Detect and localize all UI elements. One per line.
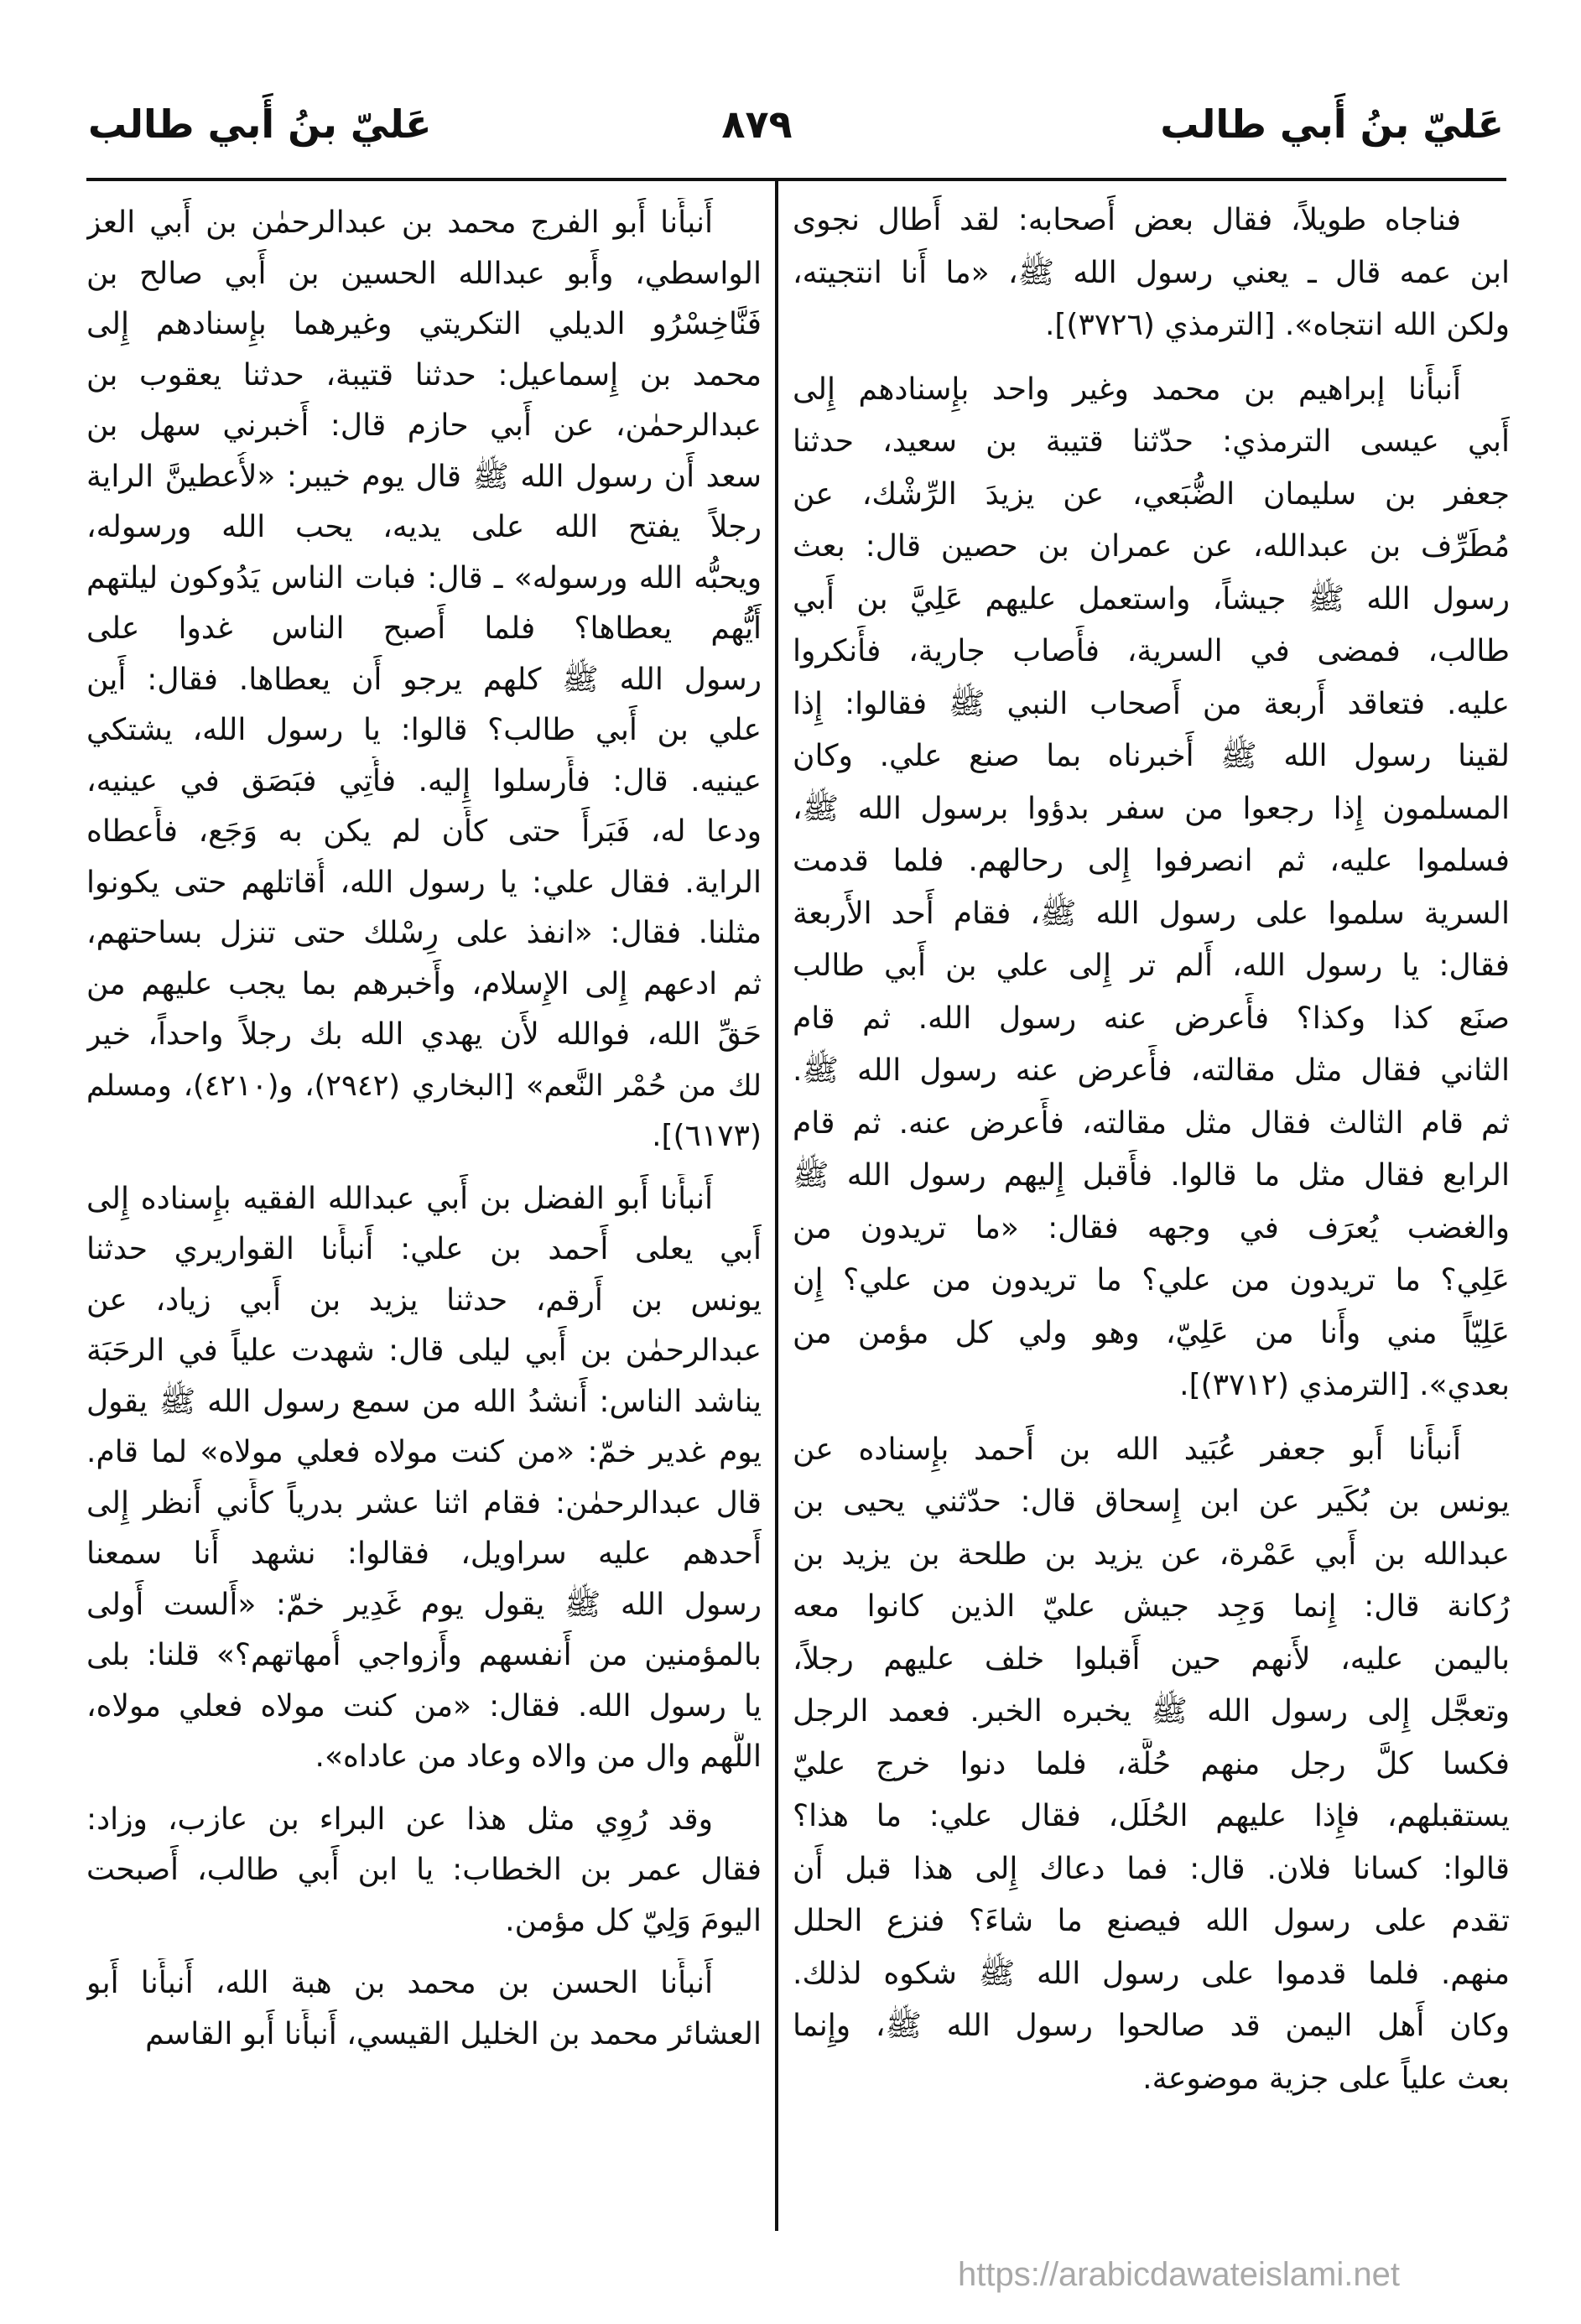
text-line: العشائر محمد بن الخليل القيسي، أَنبأَنا أَبو القاسم: [145, 2016, 762, 2051]
text-line: عبدالرحمٰن، عن أَبي حازم قال: أَخبرني سهل بن: [86, 408, 762, 443]
text-line: عليه. فتعاقد أَربعة من أَصحاب النبي ﷺ فقالوا: إِذا: [793, 686, 1510, 721]
text-line: يا رسول الله. فقال: «من كنت مولاه فعلي مولاه،: [86, 1688, 762, 1724]
text-line: وتعجَّل إِلى رسول الله ﷺ يخبره الخبر. فعمد الرجل: [793, 1694, 1510, 1729]
page-number: ٨٧٩: [721, 101, 793, 147]
text-line: يستقبلهم، فإِذا عليهم الحُلَل، فقال علي: ما هذا؟: [793, 1799, 1510, 1833]
text-line: فكسا كلَّ رجل منهم حُلَّة، فلما دنوا خرج عليّ: [793, 1746, 1510, 1781]
text-line: أَنبأَنا إبراهيم بن محمد وغير واحد بإِسنادهم إِلى: [793, 372, 1461, 407]
text-line: لقينا رسول الله ﷺ أَخبرناه بما صنع علي. وكان: [793, 739, 1510, 773]
text-line: أَبي عيسى الترمذي: حدّثنا قتيبة بن سعيد، حدثنا: [793, 424, 1510, 459]
text-line: أَبي يعلى أَحمد بن علي: أَنبأَنا القواريري حدثنا: [86, 1232, 762, 1266]
text-line: ولكن الله انتجاه». [الترمذي (٣٧٢٦)].: [1044, 308, 1510, 342]
text-line: رسول الله ﷺ يقول يوم غَدِير خمّ: «أَلست أَولى: [86, 1587, 762, 1622]
text-line: والغضب يُعرَف في وجهه فقال: «ما تريدون من: [793, 1210, 1510, 1245]
text-line: صنَع كذا وكذا؟ فأَعرض عنه رسول الله. ثم قام: [793, 1001, 1510, 1036]
text-line: ثم ادعهم إِلى الإِسلام، وأَخبرهم بما يجب عليهم من: [86, 966, 762, 1001]
text-line: عبدالرحمٰن بن أَبي ليلى قال: شهدت علياً في الرحَبَة: [86, 1334, 762, 1368]
text-line: الواسطي، وأَبو عبدالله الحسين بن أَبي صالح بن: [86, 256, 762, 291]
paragraph: [86, 1958, 762, 2060]
text-line: عَلِيّاً مني وأَنا من عَلِيّ، وهو ولي كل مؤمن من: [793, 1315, 1510, 1350]
paragraph: [86, 1174, 762, 1783]
text-line: أَنبأَنا أَبو جعفر عُبَيد الله بن أَحمد بإِسناده عن: [793, 1432, 1461, 1467]
text-line: محمد بن إِسماعيل: حدثنا قتيبة، حدثنا يعقوب بن: [86, 357, 762, 393]
paragraph: [793, 364, 1510, 1412]
right-column: [793, 195, 1510, 2117]
text-line: يناشد الناس: أَنشدُ الله من سمع رسول الله ﷺ يقول: [86, 1384, 762, 1419]
text-line: فناجاه طويلاً، فقال بعض أَصحابه: لقد أَطال نجوى: [793, 203, 1461, 237]
text-line: المسلمون إِذا رجعوا من سفر بدؤوا برسول الله ﷺ،: [793, 791, 1510, 826]
text-line: رسول الله ﷺ جيشاً، واستعمل عليهم عَلِيَّ بن أَبي: [793, 581, 1510, 616]
text-line: قالوا: كسانا فلان. قال: فما دعاك إِلى هذا قبل أَن: [793, 1851, 1510, 1886]
text-line: وكان أَهل اليمن قد صالحوا رسول الله ﷺ، وإِنما: [793, 2009, 1510, 2043]
text-line: فَنَّاخِسْرُو الديلي التكريتي وغيرهما بإِسنادهم إِلى: [86, 307, 762, 341]
running-title-left: عَليّ بنُ أَبي طالب: [88, 101, 432, 147]
paragraph: [793, 195, 1510, 352]
text-line: يونس بن بُكَير عن ابن إِسحاق قال: حدّثني يحيى بن: [793, 1484, 1510, 1519]
paragraph: [86, 1795, 762, 1947]
text-line: بعث علياً على جزية موضوعة.: [1142, 2061, 1510, 2096]
left-column: [86, 198, 762, 2072]
text-line: أَنبأَنا أَبو الفضل بن أَبي عبدالله الفقيه بإِسناده إِلى: [86, 1181, 713, 1216]
watermark: https://arabicdawateislami.net: [958, 2256, 1400, 2293]
text-line: ثم قام الثالث فقال مثل مقالته، فأَعرض عنه. ثم قام: [793, 1105, 1510, 1141]
text-line: جعفر بن سليمان الضُّبَعي، عن يزيدَ الرِّشْك، عن: [793, 476, 1510, 512]
text-line: أَيُّهم يعطاها؟ فلما أَصبح الناس غدوا على: [86, 611, 762, 646]
text-line: رجلاً يفتح الله على يديه، يحب الله ورسوله،: [86, 510, 762, 544]
paragraph: [86, 198, 762, 1162]
text-line: عبدالله بن أَبي عَمْرة، عن يزيد بن طلحة بن يزيد بن: [793, 1536, 1510, 1572]
text-line: الثاني فقال مثل مقالته، فأَعرض عنه رسول الله ﷺ.: [793, 1053, 1510, 1088]
text-line: يوم غدير خمّ: «من كنت مولاه فعلي مولاه» لما قام.: [86, 1435, 762, 1469]
text-line: فقال: يا رسول الله، أَلم تر إِلى علي بن أَبي طالب: [793, 949, 1510, 983]
text-line: وقد رُوِي مثل هذا عن البراء بن عازب، وزاد:: [86, 1801, 713, 1837]
text-line: علي بن أَبي طالب؟ قالوا: يا رسول الله، يشتكي: [86, 713, 762, 747]
text-line: ويحبُّه الله ورسوله» ـ قال: فبات الناس يَدُوكون ليلتهم: [86, 560, 762, 595]
text-line: ابن عمه قال ـ يعني رسول الله ﷺ، «ما أَنا انتجيته،: [793, 255, 1510, 290]
text-line: السرية سلموا على رسول الله ﷺ، فقام أَحد الأَربعة: [793, 896, 1510, 931]
text-line: بالمؤمنين من أَنفسهم وأَزواجي أُمهاتهم؟» قلنا: بلى: [86, 1638, 762, 1672]
text-line: رسول الله ﷺ كلهم يرجو أَن يعطاها. فقال: أَين: [86, 662, 762, 697]
text-line: (٦١٧٣)].: [652, 1119, 762, 1153]
text-line: باليمن عليه، لأَنهم حين أَقبلوا خلف عليهم رجلاً،: [793, 1641, 1510, 1677]
text-line: الرابع فقال مثل ما قالوا. فأَقبل إِليهم رسول الله ﷺ: [793, 1158, 1510, 1193]
text-line: تقدم على رسول الله فيصنع ما شاءَ؟ فنزع الحلل: [793, 1904, 1510, 1938]
text-line: الراية. فقال علي: يا رسول الله، أُقاتلهم حتى يكونوا: [86, 865, 762, 900]
text-line: بعدي». [الترمذي (٣٧١٢)].: [1179, 1368, 1510, 1402]
text-line: يونس بن أَرقم، حدثنا يزيد بن أَبي زياد، عن: [86, 1282, 762, 1318]
header-rule: [86, 178, 1506, 181]
column-divider: [775, 179, 778, 2231]
text-line: عَلِي؟ ما تريدون من علي؟ ما تريدون من علي؟ إِن: [793, 1263, 1510, 1297]
text-line: رُكانة قال: إِنما وَجِد جيش عليّ الذين كانوا معه: [793, 1589, 1510, 1624]
text-line: طالب، فمضى في السرية، فأَصاب جارية، فأَنكروا: [793, 634, 1510, 668]
text-line: ودعا له، فَبَرأَ حتى كأَن لم يكن به وَجَع، فأَعطاه: [86, 814, 762, 849]
text-line: عينيه. قال: فأَرسلوا إِليه. فأُتِي فبَصَق في عينيه،: [86, 763, 762, 798]
text-line: اليومَ وَلِيّ كل مؤمن.: [505, 1903, 762, 1938]
running-title-right: عَليّ بنُ أَبي طالب: [1160, 101, 1504, 147]
text-line: حَقِّ الله، فوالله لأَن يهدي الله بك رجلاً واحداً، خير: [86, 1017, 762, 1052]
text-line: منهم. فلما قدموا على رسول الله ﷺ شكوه لذلك.: [793, 1956, 1510, 1991]
text-line: سعد أَن رسول الله ﷺ قال يوم خيبر: «لأُعطينَّ الراية: [86, 459, 762, 494]
text-line: مثلنا. فقال: «انفذ على رِسْلك حتى تنزل بساحتهم،: [86, 916, 762, 950]
text-line: قال عبدالرحمٰن: فقام اثنا عشر بدرياً كأَني أَنظر إِلى: [86, 1485, 762, 1521]
text-line: فسلموا عليه، ثم انصرفوا إِلى رحالهم. فلما قدمت: [793, 844, 1510, 878]
text-line: لك من حُمْر النَّعم» [البخاري (٢٩٤٢)، و(٤٢١٠)، ومسلم: [86, 1068, 762, 1103]
text-line: أَنبأَنا الحسن بن محمد بن هبة الله، أَنبأَنا أَبو: [86, 1966, 713, 2000]
paragraph: [793, 1424, 1510, 2106]
text-line: مُطَرِّف بن عبدالله، عن عمران بن حصين قال: بعث: [793, 529, 1510, 564]
text-line: اللَّهم وال من والاه وعاد من عاداه».: [315, 1739, 762, 1774]
text-line: أَنبأَنا أَبو الفرج محمد بن عبدالرحمٰن بن أَبي العز: [86, 205, 713, 240]
text-line: أَحدهم عليه سراويل، فقالوا: نشهد أَنا سمعنا: [86, 1536, 762, 1571]
text-line: فقال عمر بن الخطاب: يا ابن أَبي طالب، أَصبحت: [86, 1853, 762, 1887]
